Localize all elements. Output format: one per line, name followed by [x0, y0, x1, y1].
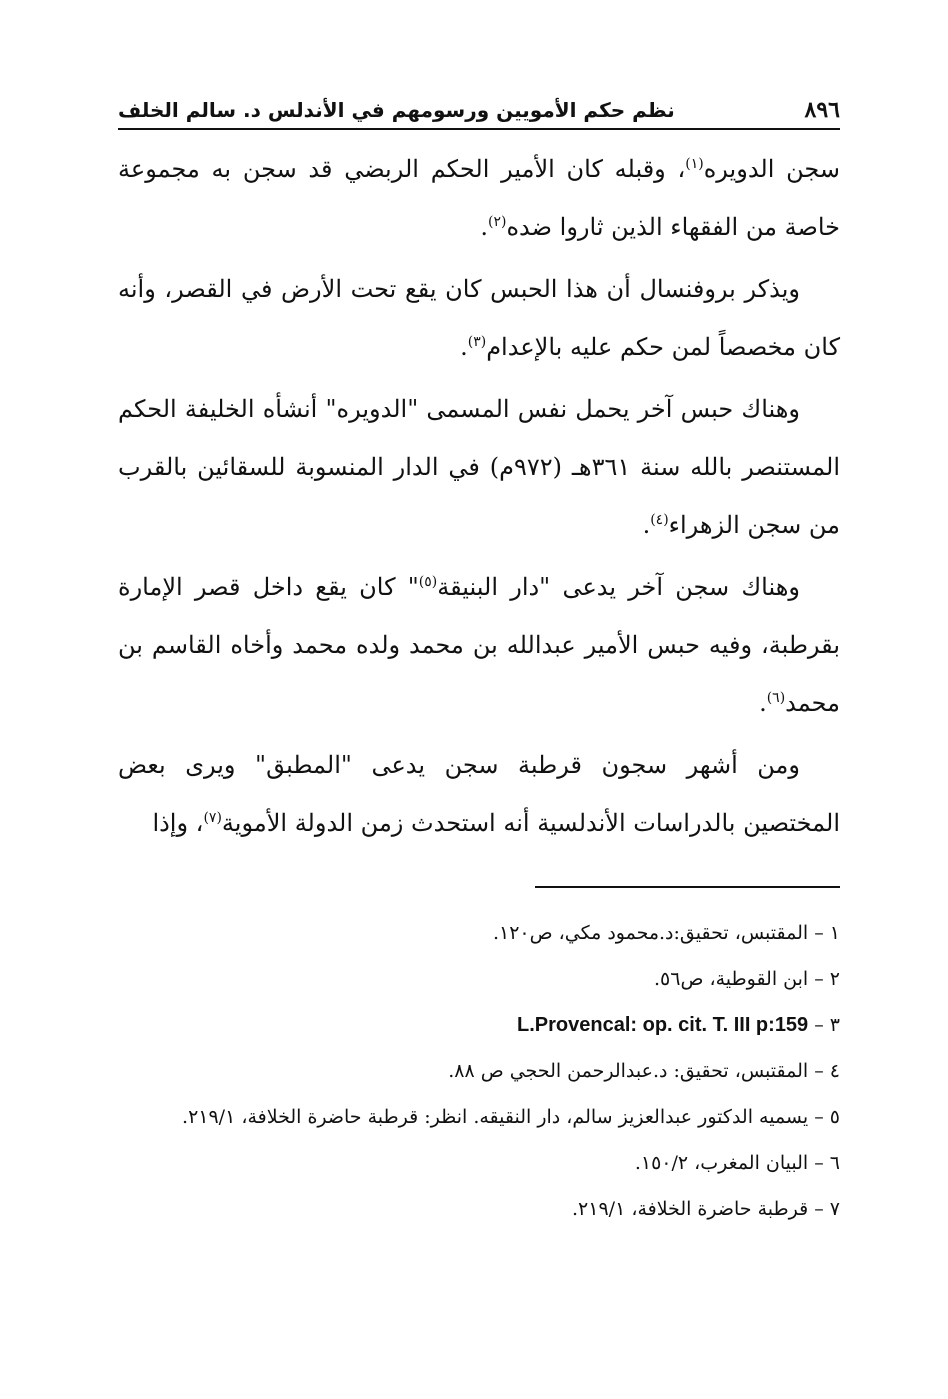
footnote-text: L.Provencal: op. cit. T. III p:159	[517, 1014, 809, 1036]
footnote-number: ١ –	[814, 922, 840, 944]
paragraph-text: .	[642, 511, 651, 539]
footnote-ref-6[interactable]: (٦)	[766, 690, 786, 706]
footnote-ref-1[interactable]: (١)	[685, 156, 704, 172]
footnote-text: ابن القوطية، ص٥٦.	[653, 968, 809, 990]
footnote-ref-2[interactable]: (٢)	[488, 214, 507, 230]
footnote-text: يسميه الدكتور عبدالعزيز سالم، دار النقيقه. انظر: قرطبة حاضرة الخلافة، ٢١٩/١.	[182, 1106, 809, 1128]
footnote-number: ٦ –	[814, 1152, 840, 1174]
main-text	[118, 140, 840, 852]
paragraph-text: وهناك حبس آخر يحمل نفس المسمى "الدويره" أنشأه الخليفة الحكم المستنصر بالله سنة ٣٦١هـ (٩٧٢م) في الدار المنسوبة للسقائين بالقرب من سجن الزهراء	[118, 395, 840, 539]
footnote-ref-7[interactable]: (٧)	[203, 810, 222, 826]
paragraph-4	[118, 558, 840, 732]
paragraph-5	[118, 736, 840, 852]
footnote-1	[118, 910, 840, 956]
paragraph-text: " كان يقع داخل قصر الإمارة بقرطبة، وفيه حبس الأمير عبدالله بن محمد ولده محمد وأخاه القاسم بن محمد	[118, 573, 840, 717]
footnote-number: ٥ –	[814, 1106, 840, 1128]
running-header	[118, 92, 840, 130]
footnote-number: ٧ –	[814, 1198, 840, 1220]
footnote-ref-4[interactable]: (٤)	[650, 512, 669, 528]
footnote-6	[118, 1140, 840, 1186]
footnote-text: المقتبس، تحقيق:د.محمود مكي، ص١٢٠.	[492, 922, 809, 944]
footnote-7	[118, 1186, 840, 1232]
paragraph-text: ويذكر بروفنسال أن هذا الحبس كان يقع تحت الأرض في القصر، وأنه كان مخصصاً لمن حكم عليه بالإعدام	[118, 275, 840, 361]
footnote-text: المقتبس، تحقيق: د.عبدالرحمن الحجي ص ٨٨.	[448, 1060, 809, 1082]
paragraph-text: .	[480, 213, 489, 241]
paragraph-text: .	[759, 689, 767, 717]
footnote-text: البيان المغرب، ١٥٠/٢.	[634, 1152, 809, 1174]
footnote-4	[118, 1048, 840, 1094]
footnote-ref-5[interactable]: (٥)	[418, 574, 438, 590]
paragraph-text: سجن الدويره	[703, 155, 841, 183]
paragraph-1	[118, 140, 840, 256]
paragraph-text: .	[460, 333, 468, 361]
paragraph-2	[118, 260, 840, 376]
paragraph-text: وهناك سجن آخر يدعى "دار البنيقة	[437, 573, 800, 601]
footnote-ref-3[interactable]: (٣)	[467, 334, 487, 350]
paragraph-text: ومن أشهر سجون قرطبة سجن يدعى "المطبق" ويرى بعض المختصين بالدراسات الأندلسية أنه استحدث زمن الدولة الأموية	[118, 751, 840, 837]
paragraph-text: ، وقبله كان الأمير الحكم الربضي قد سجن به مجموعة خاصة من الفقهاء الذين ثاروا ضده	[118, 155, 840, 241]
paragraph-3	[118, 380, 840, 554]
footnote-text: قرطبة حاضرة الخلافة، ٢١٩/١.	[572, 1198, 809, 1220]
page-number: ٨٩٦	[804, 97, 840, 123]
paragraph-text: ، وإذا	[152, 809, 204, 837]
running-title: نظم حكم الأمويين ورسومهم في الأندلس د. سالم الخلف	[118, 98, 675, 122]
footnotes	[118, 910, 840, 1232]
footnote-divider	[535, 886, 840, 888]
footnote-5	[118, 1094, 840, 1140]
footnote-2	[118, 956, 840, 1002]
footnote-3	[118, 1002, 840, 1048]
footnote-number: ٤ –	[814, 1060, 840, 1082]
footnote-number: ٢ –	[814, 968, 840, 990]
footnote-number: ٣ –	[814, 1014, 840, 1036]
